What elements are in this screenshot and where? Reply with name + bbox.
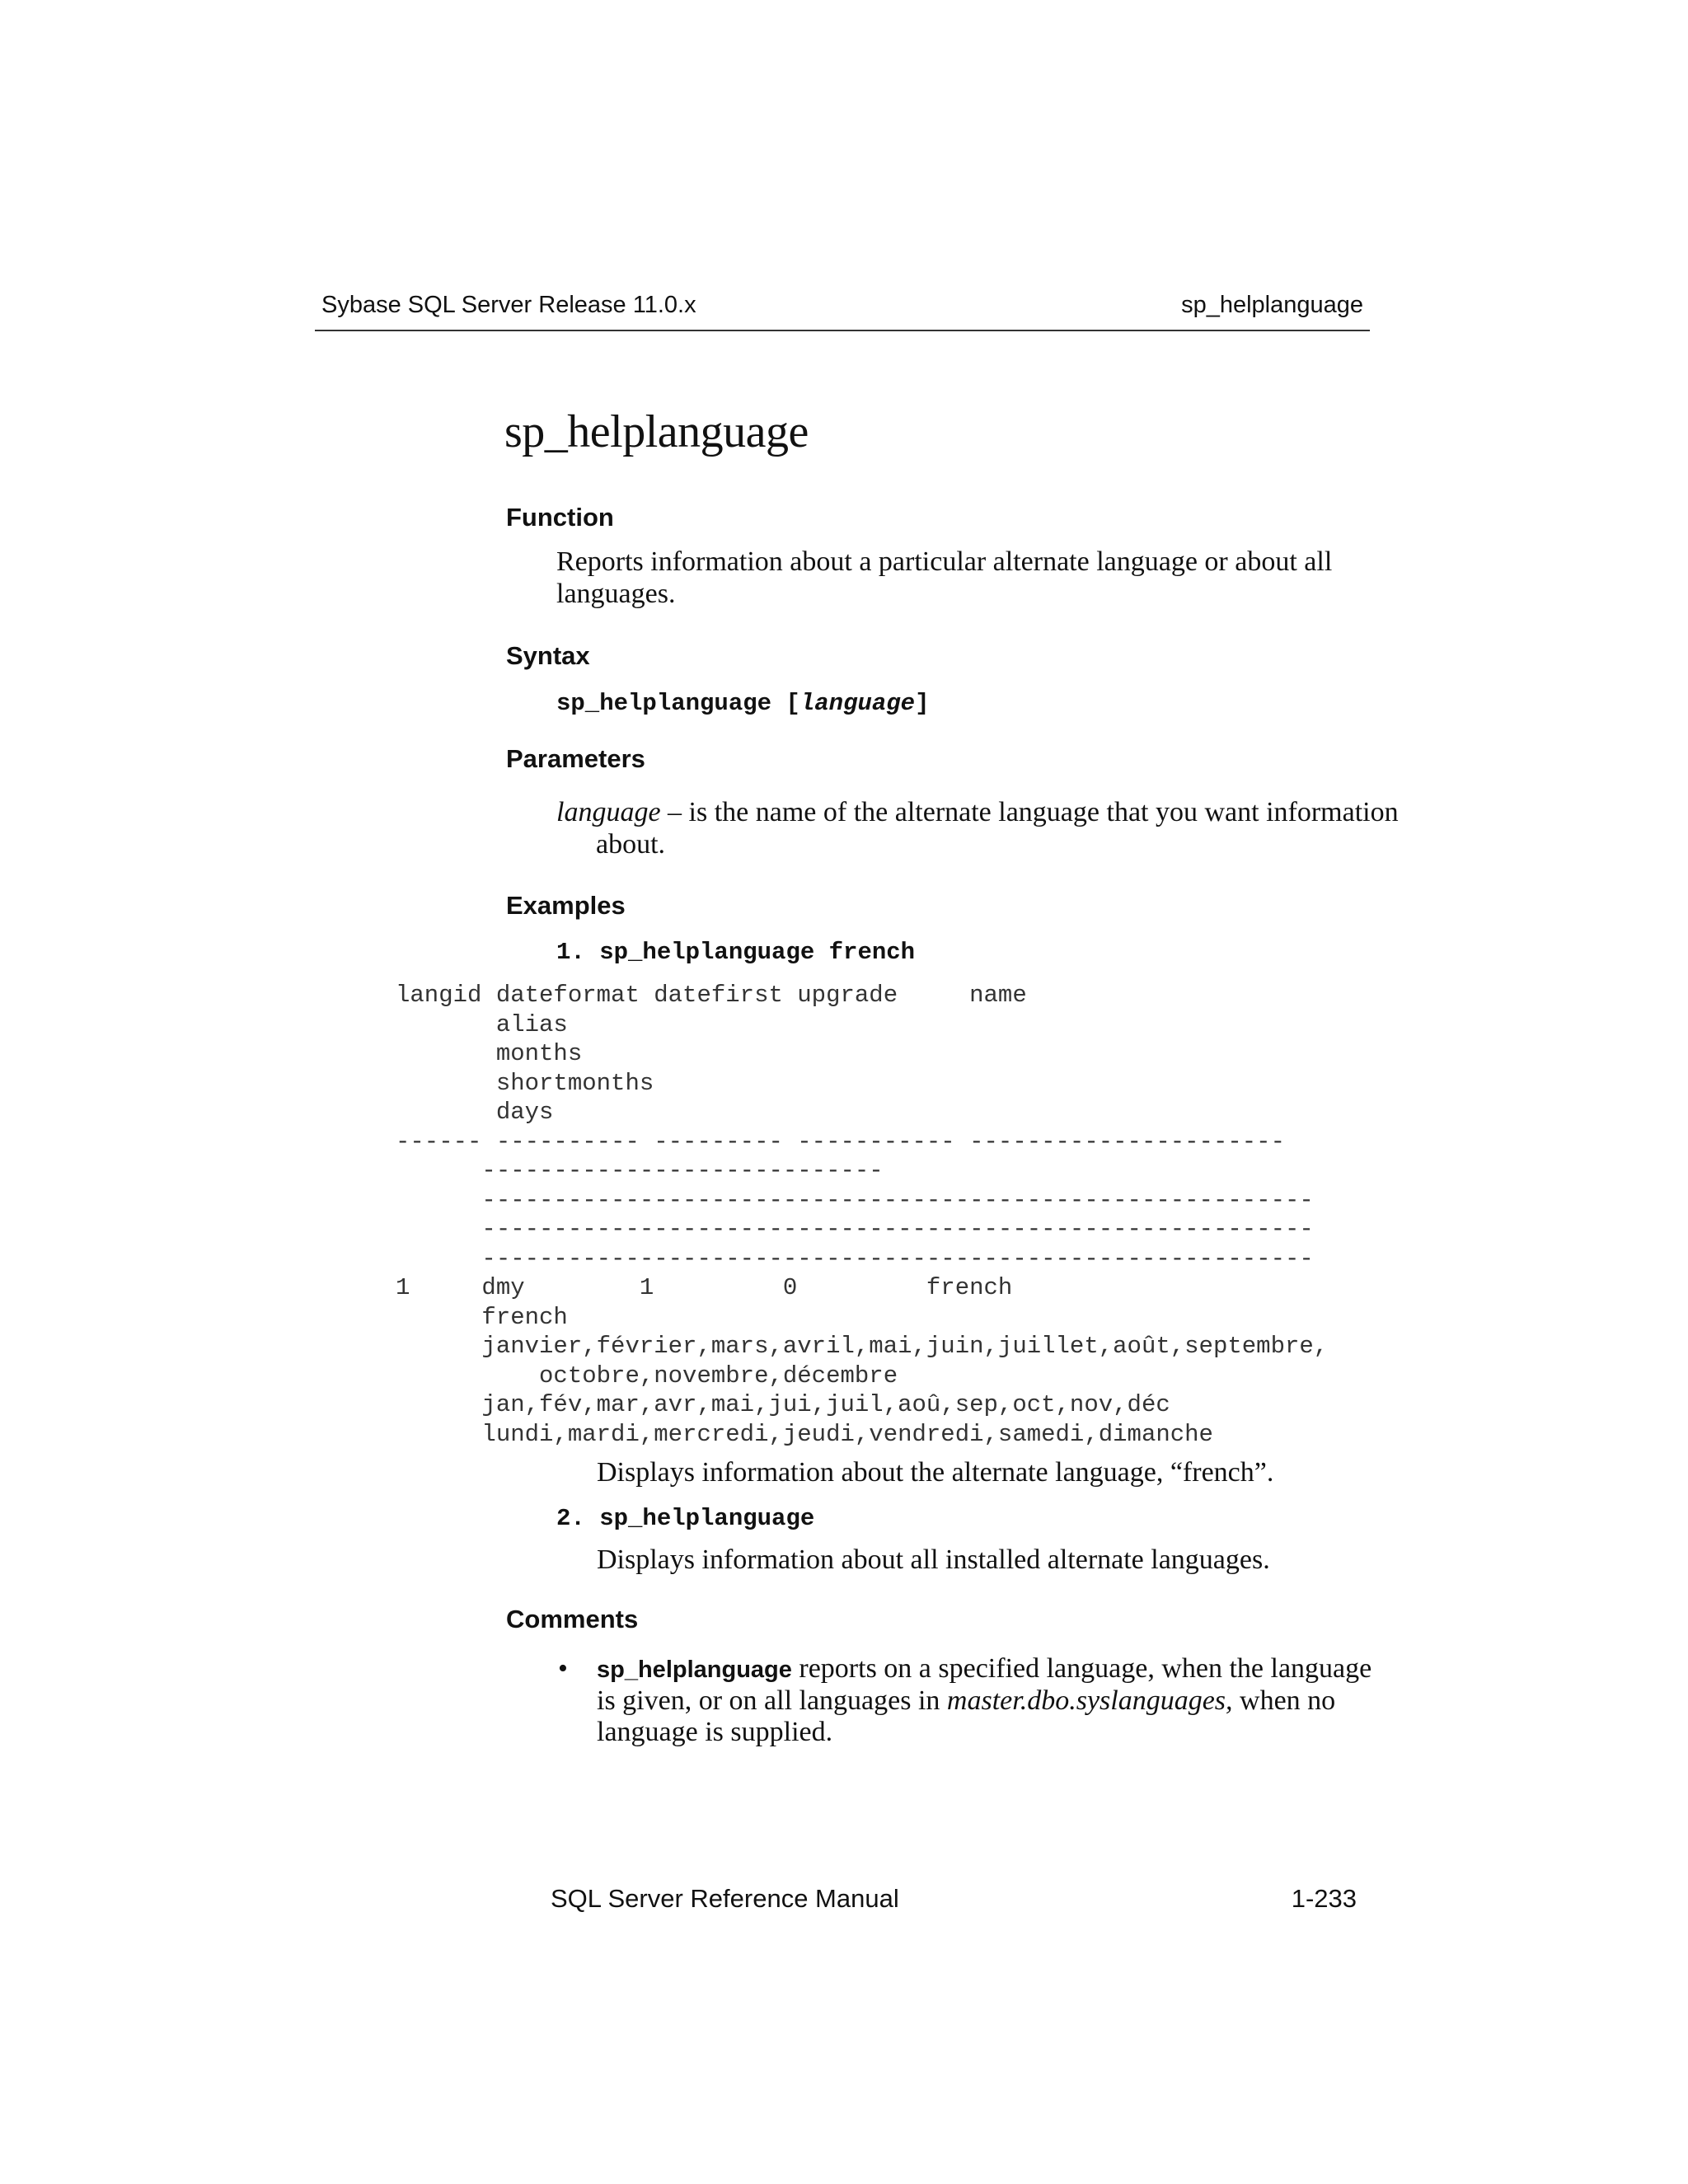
comment-text — [597, 1653, 1380, 1748]
header-topic: sp_helplanguage — [1181, 292, 1363, 318]
parameter-text: – is the name of the alternate language that you want information about. — [596, 797, 1399, 860]
example-1-output: langid dateformat datefirst upgrade name alias months shortmonths days ------ ---------- --------- ----------- ---------------------- ---------------------------- ---------------------------------------------------------- ---------------------------------------------------------- ---------------------------------------------------------- 1 dmy 1 0 french french janvier,février,mars,avril,mai,juin,juillet,août,septembre, octobre,novembre,décembre jan,fév,mar,avr,mai,jui,juil,aoû,sep,oct,nov,déc lundi,mardi,mercredi,jeudi,vendredi,samedi,dimanche — [396, 982, 1329, 1448]
footer-title: SQL Server Reference Manual — [551, 1884, 899, 1913]
comment-text-1: reports on a specified language, when the language is given, or on all languages in — [597, 1653, 1372, 1716]
syntax-command: sp_helplanguage [ — [556, 690, 800, 717]
examples-heading: Examples — [506, 891, 626, 920]
syntax-heading: Syntax — [506, 641, 590, 670]
page-title: sp_helplanguage — [504, 406, 809, 457]
parameters-heading: Parameters — [506, 744, 645, 773]
function-heading: Function — [506, 503, 614, 532]
parameter-term: language — [556, 797, 661, 827]
comments-heading: Comments — [506, 1605, 639, 1633]
bullet-icon: • — [558, 1653, 568, 1684]
syntax-param: language — [799, 690, 916, 717]
syntax-close: ] — [915, 690, 930, 717]
comment-command: sp_helplanguage — [597, 1657, 792, 1683]
page-number: 1-233 — [1291, 1884, 1357, 1913]
example-2-description: Displays information about all installed alternate languages. — [597, 1544, 1270, 1575]
comment-text-2: when no language is supplied. — [597, 1685, 1336, 1747]
header-release: Sybase SQL Server Release 11.0.x — [321, 292, 696, 318]
parameter-item — [556, 796, 1420, 860]
syntax-line — [556, 687, 1381, 719]
running-header — [315, 288, 1370, 331]
example-1-description: Displays information about the alternate language, “french”. — [597, 1457, 1274, 1488]
comment-table: master.dbo.syslanguages, — [946, 1685, 1233, 1716]
example-2-command: 2. sp_helplanguage — [556, 1505, 815, 1532]
function-text: Reports information about a particular alternate language or about all languages. — [556, 546, 1333, 609]
example-1-command: 1. sp_helplanguage french — [556, 939, 916, 966]
